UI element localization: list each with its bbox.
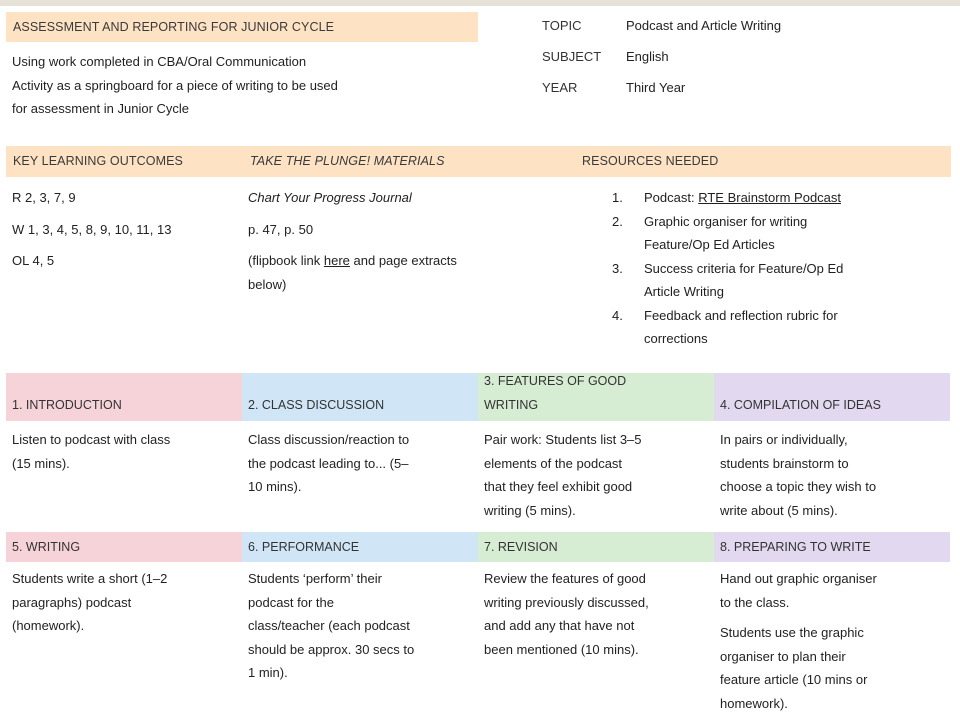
stage-text-line: homework). (720, 695, 788, 711)
intro-line: for assessment in Junior Cycle (12, 101, 190, 116)
topic-label: TOPIC (542, 18, 582, 33)
stage-text-line: elements of the podcast (484, 455, 623, 471)
stage-text-line: that they feel exhibit good (484, 479, 633, 494)
stage-text-line: 1 min). (248, 665, 288, 680)
resource-text: Podcast: (644, 190, 699, 205)
banner-title: ASSESSMENT AND REPORTING FOR JUNIOR CYCLE (13, 20, 335, 34)
journal-pages: p. 47, p. 50 (248, 221, 314, 237)
topic-row (542, 10, 781, 41)
outcome-item: W 1, 3, 4, 5, 8, 9, 10, 11, 13 (12, 221, 172, 237)
stage-text-line: feature article (10 mins or (720, 672, 868, 687)
resource-text: corrections (644, 331, 708, 346)
stage-text-line: students brainstorm to (720, 455, 849, 471)
resource-number: 1. (612, 190, 623, 205)
resource-item (612, 257, 942, 304)
resource-text: Feature/Op Ed Articles (644, 237, 775, 252)
journal-name: Chart Your Progress Journal (248, 190, 412, 205)
stage-text-line: Students ‘perform’ their (248, 571, 382, 586)
intro-text (12, 50, 482, 121)
stage-4-header (714, 373, 950, 421)
stage-4-title: 4. COMPILATION OF IDEAS (720, 397, 881, 412)
flipbook-text: and page extracts (349, 253, 457, 268)
stage-text-line: Hand out graphic organiser (720, 571, 877, 586)
stage-text-line: organiser to plan their (720, 648, 846, 664)
resource-text: Article Writing (644, 284, 724, 299)
stage-text-line: the podcast leading to... (5– (248, 455, 409, 471)
flipbook-link[interactable]: here (323, 253, 350, 268)
resource-text: Graphic organiser for writing (644, 213, 808, 229)
stage-text-line: paragraphs) podcast (12, 594, 132, 610)
meta-table (542, 10, 781, 103)
stage-text-line: to the class. (720, 594, 790, 610)
stage-text-line: Students write a short (1–2 (12, 571, 168, 586)
stage-text-line: Listen to podcast with class (12, 432, 171, 447)
stage-3-header (478, 373, 714, 421)
top-bar (0, 0, 960, 6)
stage-text-line: should be approx. 30 secs to (248, 641, 415, 657)
stage-text-line: 10 mins). (248, 479, 302, 494)
year-row (542, 72, 781, 103)
resource-item (612, 304, 942, 351)
resource-item (612, 186, 942, 210)
resource-number: 2. (612, 213, 623, 229)
stage-text-line: Class discussion/reaction to (248, 432, 410, 447)
year-value: Third Year (626, 80, 686, 95)
stage-text-line: been mentioned (10 mins). (484, 641, 639, 657)
stage-text-line: (homework). (12, 618, 85, 633)
materials-list (248, 186, 457, 296)
stage-text-line: write about (5 mins). (720, 502, 838, 518)
stage-text-line: Review the features of good (484, 571, 646, 586)
outcome-item: OL 4, 5 (12, 253, 55, 268)
stage-text-line: writing previously discussed, (484, 594, 649, 610)
stage-text-line: and add any that have not (484, 618, 635, 633)
stage-2-text (248, 428, 474, 499)
stage-8-title: 8. PREPARING TO WRITE (720, 540, 871, 554)
stage-1-title: 1. INTRODUCTION (12, 397, 122, 412)
flipbook-line (248, 249, 457, 273)
resource-text: Success criteria for Feature/Op Ed (644, 260, 844, 276)
stage-5-header (6, 532, 242, 562)
stage-text-line: podcast for the (248, 594, 334, 610)
stage-4-text (720, 428, 950, 522)
outcomes-list (12, 186, 171, 273)
outcome-item: R 2, 3, 7, 9 (12, 190, 76, 205)
subject-row (542, 41, 781, 72)
stage-8-text (720, 567, 952, 715)
intro-line: Using work completed in CBA/Oral Communication (12, 54, 307, 69)
outcomes-header: KEY LEARNING OUTCOMES (13, 154, 183, 168)
flipbook-text: (flipbook link (248, 253, 324, 268)
stage-1-text (12, 428, 238, 475)
resources-header: RESOURCES NEEDED (582, 154, 719, 168)
subject-label: SUBJECT (542, 49, 602, 64)
year-label: YEAR (542, 80, 578, 95)
flipbook-line-2: below) (248, 276, 287, 292)
stage-6-title: 6. PERFORMANCE (248, 540, 360, 554)
stage-3-title: 3. FEATURES OF GOOD (484, 374, 627, 388)
journal-title (248, 186, 457, 210)
section-header-strip (6, 146, 951, 177)
stage-2-header (242, 373, 478, 421)
stage-text-line: (15 mins). (12, 455, 70, 471)
stage-6-text (248, 567, 478, 685)
resource-item (612, 210, 942, 257)
resource-text: Feedback and reflection rubric for (644, 307, 838, 323)
stage-7-header (478, 532, 714, 562)
resource-number: 3. (612, 260, 623, 276)
stage-1-header (6, 373, 242, 421)
stage-text-line: Pair work: Students list 3–5 (484, 432, 642, 447)
stage-text-line: writing (5 mins). (484, 502, 576, 518)
stage-3-title-line-2: WRITING (484, 397, 539, 412)
podcast-link[interactable]: RTE Brainstorm Podcast (698, 190, 842, 205)
stage-5-title: 5. WRITING (12, 540, 81, 554)
topic-value: Podcast and Article Writing (626, 18, 782, 33)
stage-7-title: 7. REVISION (484, 540, 558, 554)
stage-5-text (12, 567, 238, 638)
stage-3-text (484, 428, 710, 522)
resources-list (612, 186, 942, 351)
stage-6-header (242, 532, 478, 562)
resource-number: 4. (612, 307, 623, 323)
stage-text-line: choose a topic they wish to (720, 479, 877, 494)
stage-7-text (484, 567, 714, 661)
subject-value: English (626, 49, 669, 64)
stage-text-line: In pairs or individually, (720, 432, 848, 447)
stage-8-header (714, 532, 950, 562)
assessment-banner (6, 12, 478, 42)
intro-line: Activity as a springboard for a piece of writing to be used (12, 77, 338, 93)
materials-header: TAKE THE PLUNGE! MATERIALS (250, 154, 445, 168)
stage-text-line: Students use the graphic (720, 625, 864, 640)
stage-text-line: class/teacher (each podcast (248, 618, 410, 633)
stage-2-title: 2. CLASS DISCUSSION (248, 397, 385, 412)
